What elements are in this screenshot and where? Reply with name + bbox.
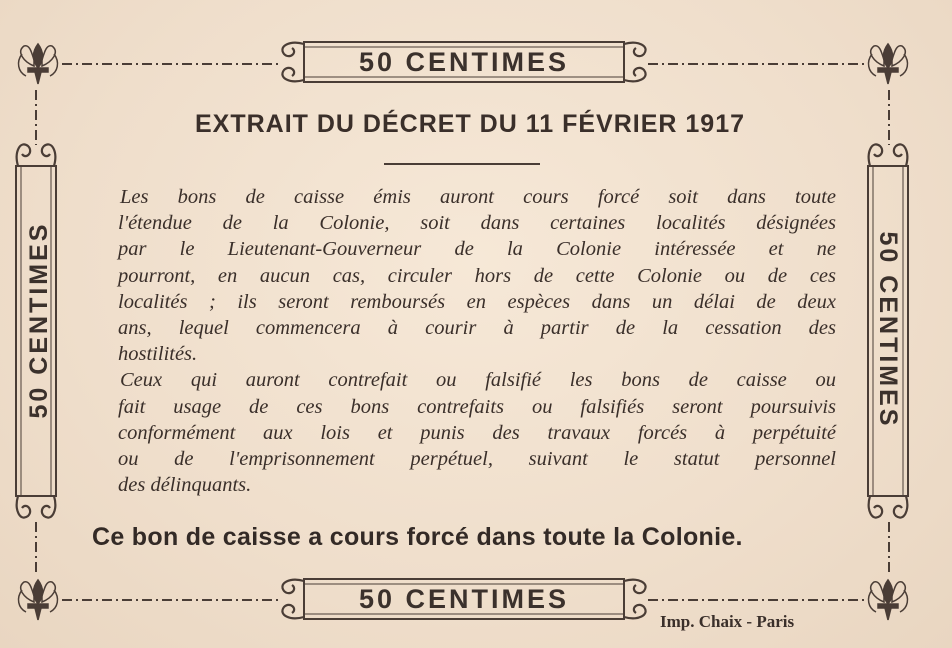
paragraph-circulation [118,184,836,367]
decree-text [118,184,836,498]
text-line: ou de l'emprisonnement perpétuel, suivant le statut personnel [118,448,836,471]
text-line: hostilités. [118,343,198,366]
title-divider [384,163,540,165]
text-line: des délinquants. [118,474,252,497]
text-line: localités ; ils seront remboursés en espèces dans un délai de deux [118,290,836,313]
text-line: fait usage de ces bons contrefaits ou falsifiés seront poursuivis [118,395,836,418]
denomination-banner-top: 50 CENTIMES [358,47,570,77]
text-line: l'étendue de la Colonie, soit dans certaines localités désignées [118,212,836,235]
text-line: pourront, en aucun cas, circuler hors de cette Colonie ou de ces [118,264,836,287]
decree-title: EXTRAIT DU DÉCRET DU 11 FÉVRIER 1917 [194,110,745,138]
paragraph-counterfeit [118,367,836,498]
text-line: ans, lequel commencera à courir à partir de la cessation des [118,317,836,340]
printer-imprint: Imp. Chaix - Paris [660,612,795,631]
text-line: Ceux qui auront contrefait ou falsifié les bons de caisse ou [120,369,836,392]
denomination-banner-left: 50 CENTIMES [25,221,53,419]
denomination-banner-right: 50 CENTIMES [874,231,902,429]
text-line: Les bons de caisse émis auront cours forcé soit dans toute [120,186,836,208]
denomination-banner-bottom: 50 CENTIMES [358,584,570,614]
text-line: par le Lieutenant-Gouverneur de la Colonie intéressée et ne [118,238,836,261]
legal-tender-statement: Ce bon de caisse a cours forcé dans toute la Colonie. [92,523,743,551]
text-line: conformément aux lois et punis des travaux forcés à perpétuité [118,421,836,444]
